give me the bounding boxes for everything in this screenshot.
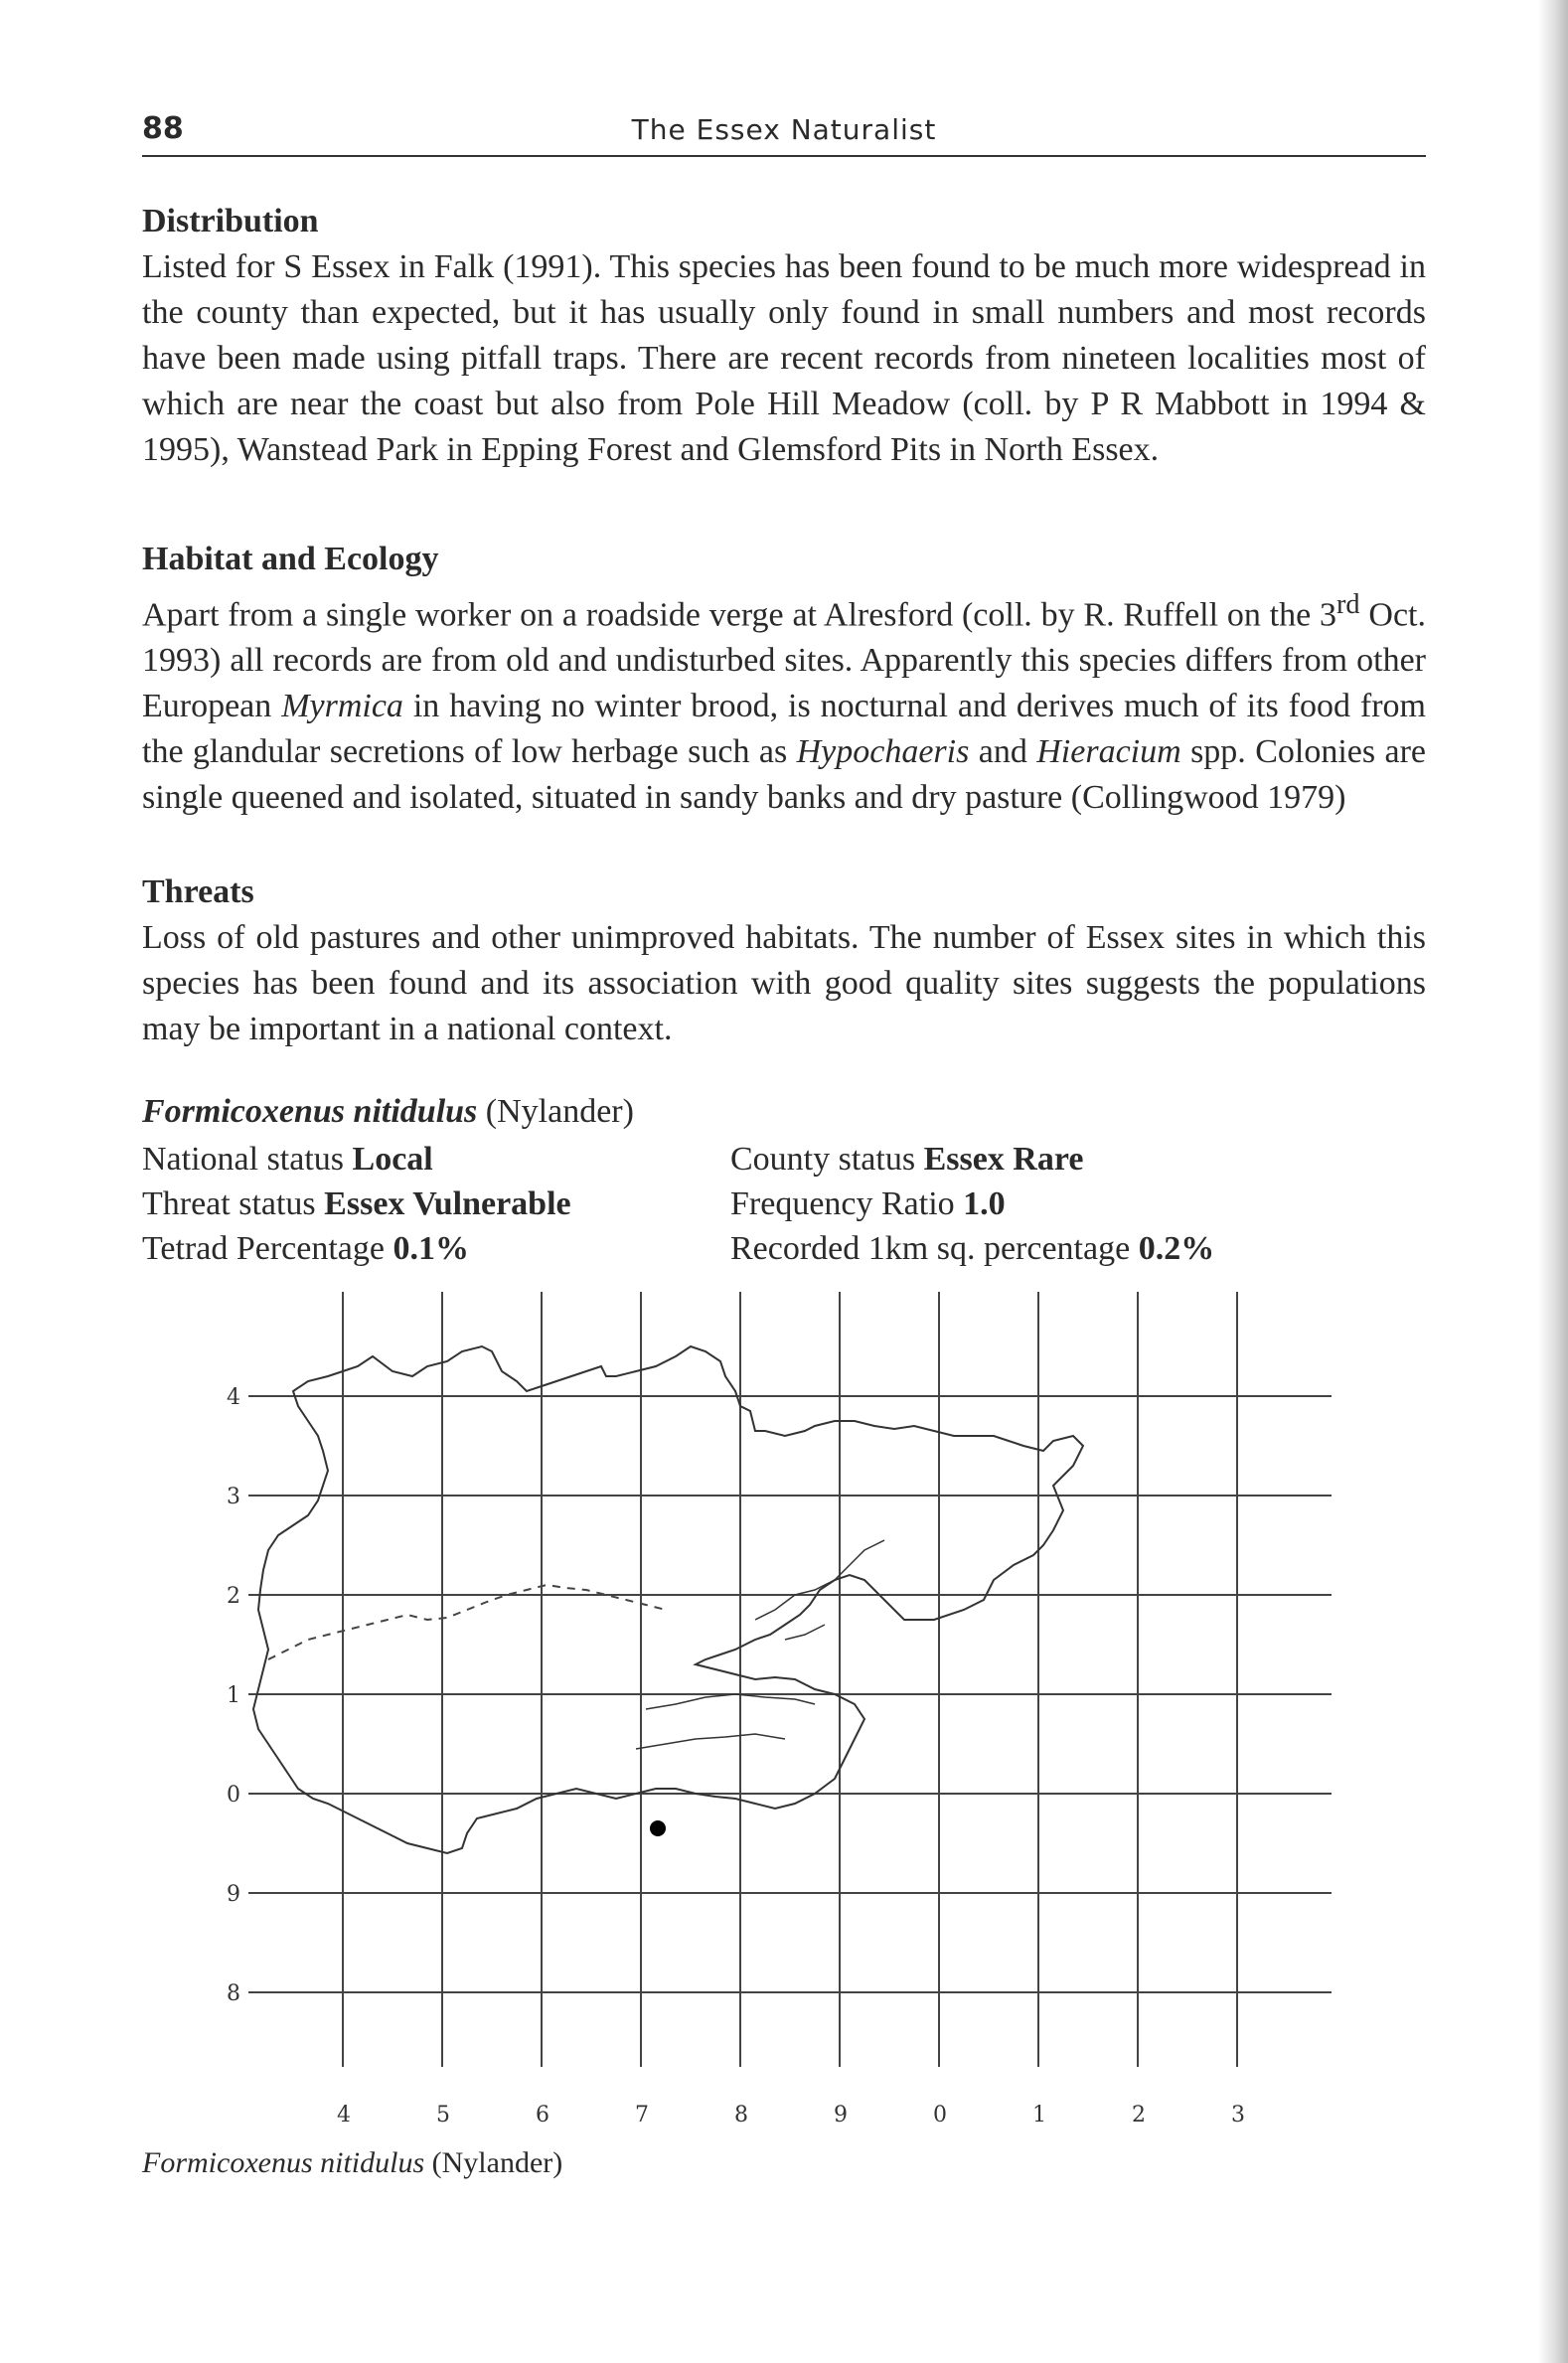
habitat-text-4: spp. Colonies are single queened and isolated, situated in sandy banks and dry pasture (Collingwood 1979) xyxy=(142,733,1426,817)
map-y-labels xyxy=(227,1385,240,2006)
map-y-tick-label: 3 xyxy=(227,1485,240,1509)
species-title xyxy=(142,1093,634,1131)
map-x-tick-label: 8 xyxy=(734,2103,748,2127)
km-square-percentage-value: 0.2% xyxy=(1138,1230,1215,1267)
map-y-tick-label: 1 xyxy=(227,1683,240,1708)
map-x-tick-label: 4 xyxy=(337,2103,351,2127)
map-x-tick-label: 9 xyxy=(834,2103,848,2127)
distribution-section xyxy=(142,199,1426,473)
national-status-value: Local xyxy=(352,1141,433,1178)
threat-status-label: Threat status xyxy=(142,1185,325,1222)
figure-caption xyxy=(142,2146,562,2180)
distribution-map-svg xyxy=(199,1292,1341,2136)
journal-title: The Essex Naturalist xyxy=(631,113,937,146)
thames-estuary-line xyxy=(636,1694,815,1749)
habitat-text-and: and xyxy=(969,733,1037,771)
map-y-tick-label: 9 xyxy=(227,1882,240,1907)
map-y-tick-label: 4 xyxy=(227,1385,240,1410)
county-outline xyxy=(253,1346,1083,1853)
species-name: Formicoxenus nitidulus xyxy=(142,1093,478,1130)
record-dot xyxy=(650,1820,666,1836)
section-heading-threats: Threats xyxy=(142,873,254,910)
threats-paragraph: Loss of old pastures and other unimproved habitats. The number of Essex sites in which this species has been found and its association with good quality sites suggests the populations may be important in a national context. xyxy=(142,919,1426,1047)
national-status xyxy=(142,1141,433,1179)
section-heading-habitat: Habitat and Ecology xyxy=(142,541,439,577)
section-heading-distribution: Distribution xyxy=(142,203,319,239)
tetrad-percentage-value: 0.1% xyxy=(392,1230,469,1267)
map-y-tick-label: 2 xyxy=(227,1584,240,1609)
map-x-tick-label: 2 xyxy=(1132,2103,1146,2127)
habitat-paragraph xyxy=(142,582,1426,821)
habitat-genus-hypochaeris: Hypochaeris xyxy=(796,733,970,771)
habitat-text-1: Apart from a single worker on a roadside verge at Alresford (coll. by R. Ruffell on the 3 xyxy=(142,596,1336,634)
habitat-genus-myrmica: Myrmica xyxy=(281,688,403,725)
london-boundary-dashed xyxy=(268,1585,666,1659)
threat-status-value: Essex Vulnerable xyxy=(324,1185,571,1222)
tetrad-percentage xyxy=(142,1230,469,1268)
map-y-tick-label: 8 xyxy=(227,1981,240,2006)
county-status-label: County status xyxy=(730,1141,924,1178)
map-x-tick-label: 7 xyxy=(635,2103,649,2127)
habitat-superscript: rd xyxy=(1335,589,1360,620)
tetrad-percentage-label: Tetrad Percentage xyxy=(142,1230,393,1267)
km-square-percentage-label: Recorded 1km sq. percentage xyxy=(730,1230,1139,1267)
habitat-genus-hieracium: Hieracium xyxy=(1036,733,1181,771)
map-x-tick-label: 3 xyxy=(1231,2103,1245,2127)
distribution-paragraph: Listed for S Essex in Falk (1991). This species has been found to be much more widespread in the county than expected, but it has usually only found in small numbers and most records have been made using pitfall traps. There are recent records from nineteen localities most of which are near the coast but also from Pole Hill Meadow (coll. by P R Mabbott in 1994 & 1995), Wanstead Park in Epping Forest and Glemsford Pits in North Essex. xyxy=(142,248,1426,468)
page-edge-shadow xyxy=(1538,0,1568,2363)
map-x-tick-label: 5 xyxy=(436,2103,450,2127)
map-x-tick-label: 6 xyxy=(536,2103,549,2127)
caption-authority: (Nylander) xyxy=(424,2146,563,2179)
map-x-tick-label: 1 xyxy=(1032,2103,1046,2127)
frequency-ratio-value: 1.0 xyxy=(963,1185,1006,1222)
county-status-value: Essex Rare xyxy=(923,1141,1084,1178)
threat-status xyxy=(142,1185,571,1223)
threats-section xyxy=(142,869,1426,1052)
running-header xyxy=(142,109,1426,157)
frequency-ratio xyxy=(730,1185,1006,1223)
map-x-labels xyxy=(337,2103,1245,2127)
frequency-ratio-label: Frequency Ratio xyxy=(730,1185,964,1222)
habitat-section xyxy=(142,537,1426,821)
distribution-map xyxy=(199,1292,1341,2136)
km-square-percentage xyxy=(730,1230,1214,1268)
page-number: 88 xyxy=(142,111,184,146)
national-status-label: National status xyxy=(142,1141,353,1178)
map-x-tick-label: 0 xyxy=(933,2103,947,2127)
species-authority: (Nylander) xyxy=(477,1093,634,1130)
habitat-text-3: in having no winter brood, is nocturnal and derives much of its food from the glandular secretions of low herbage such as xyxy=(142,688,1426,771)
map-y-tick-label: 0 xyxy=(227,1783,240,1808)
county-status xyxy=(730,1141,1083,1179)
caption-species-name: Formicoxenus nitidulus xyxy=(142,2146,425,2179)
habitat-text-2: Oct. 1993) all records are from old and undisturbed sites. Apparently this species differs from other European xyxy=(142,596,1426,725)
